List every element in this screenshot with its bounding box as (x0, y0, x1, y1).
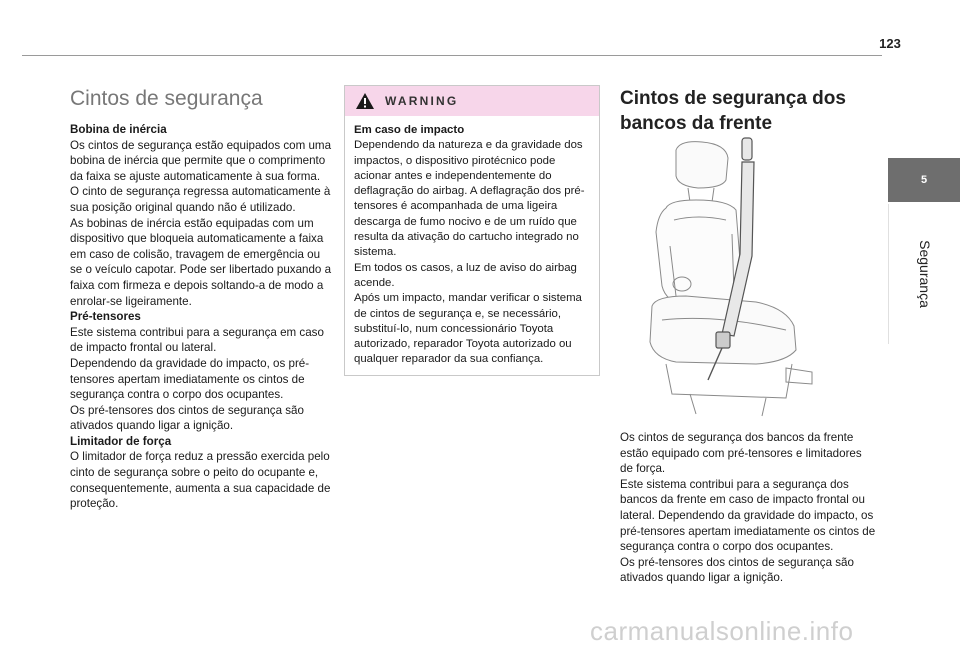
paragraph (70, 309, 332, 356)
warning-triangle-icon (355, 92, 375, 110)
warning-title: WARNING (385, 94, 459, 108)
subheading: Pré-tensores (70, 310, 141, 324)
paragraph-text: Dependendo da gravidade do impacto, os pré-tensores apertam imediatamente os cintos de segurança contra o corpo dos ocupantes. (70, 356, 310, 402)
paragraph (70, 403, 332, 434)
paragraph (70, 434, 332, 512)
section-title: Cintos de segurança (70, 87, 263, 110)
warning-paragraph: Em todos os casos, a luz de aviso do airbag acende. (354, 261, 577, 289)
column-left (70, 86, 332, 512)
paragraph-text: Os pré-tensores dos cintos de segurança são ativados quando ligar a ignição. (70, 403, 304, 433)
top-rule (22, 55, 882, 56)
side-tab-number[interactable]: 5 (888, 158, 960, 202)
warning-heading: Em caso de impacto (354, 124, 465, 136)
paragraph: Este sistema contribui para a segurança dos bancos da frente em caso de impacto frontal ou lateral. Dependendo da gravidade do impacto, os pré-tensores apertam imediatamente os cintos de segurança contra o corpo dos ocupantes. (620, 477, 876, 554)
paragraph-text: Os cintos de segurança estão equipados com uma bobina de inércia que permite que o comprimento da faixa se ajuste automaticamente à sua forma. O cinto de segurança regressa automaticamente à sua posição original quando não é utilizado. (70, 138, 332, 214)
paragraph-text: As bobinas de inércia estão equipadas com um dispositivo que bloqueia automaticamente a faixa em caso de colisão, travagem de emergência ou se o veículo capotar. Pode ser libertado puxando a faixa com firmeza e depois soltando-a de modo a enrolar-se ligeiramente. (70, 216, 332, 308)
column-right-body (620, 430, 876, 586)
subheading: Limitador de força (70, 434, 172, 448)
warning-box (344, 85, 600, 376)
paragraph-text: Este sistema contribui para a segurança em caso de impacto frontal ou lateral. (70, 325, 324, 355)
warning-header (345, 86, 599, 116)
paragraph-text: O limitador de força reduz a pressão exercida pelo cinto de segurança sobre o peito do ocupante e, consequentemente, aumenta a sua capacidade de proteção. (70, 450, 331, 511)
page-number: 123 (879, 36, 901, 51)
seat-belt-illustration (636, 136, 836, 420)
side-tab-label-text: Segurança (917, 240, 933, 308)
paragraph: Os pré-tensores dos cintos de segurança são ativados quando ligar a ignição. (620, 555, 854, 585)
paragraph: Os cintos de segurança dos bancos da frente estão equipado com pré-tensores e limitadores de força. (620, 431, 862, 476)
warning-paragraph: Dependendo da natureza e da gravidade dos impactos, o dispositivo pirotécnico pode acionar antes e independentemente do deflagração do airbag. A deflagração dos pré-tensores é acompanhada de uma ligeira descarga de fumo nocivo e de um ruído que resulta da ativação do cartucho integrado no sistema. (354, 139, 585, 259)
paragraph (70, 216, 332, 310)
paragraph (70, 356, 332, 403)
section-title: Cintos de segurança dos bancos da frente (620, 88, 846, 134)
side-tab-label (888, 204, 960, 344)
warning-body (345, 116, 599, 375)
warning-paragraph: Após um impacto, mandar verificar o sistema de cintos de segurança e, se necessário, substituí-lo, num concessionário Toyota autorizado, reparador Toyota autorizado ou qualquer reparador da sua confiança. (354, 292, 582, 366)
watermark: carmanualsonline.info (590, 616, 854, 646)
subheading: Bobina de inércia (70, 123, 167, 136)
paragraph (70, 122, 332, 216)
